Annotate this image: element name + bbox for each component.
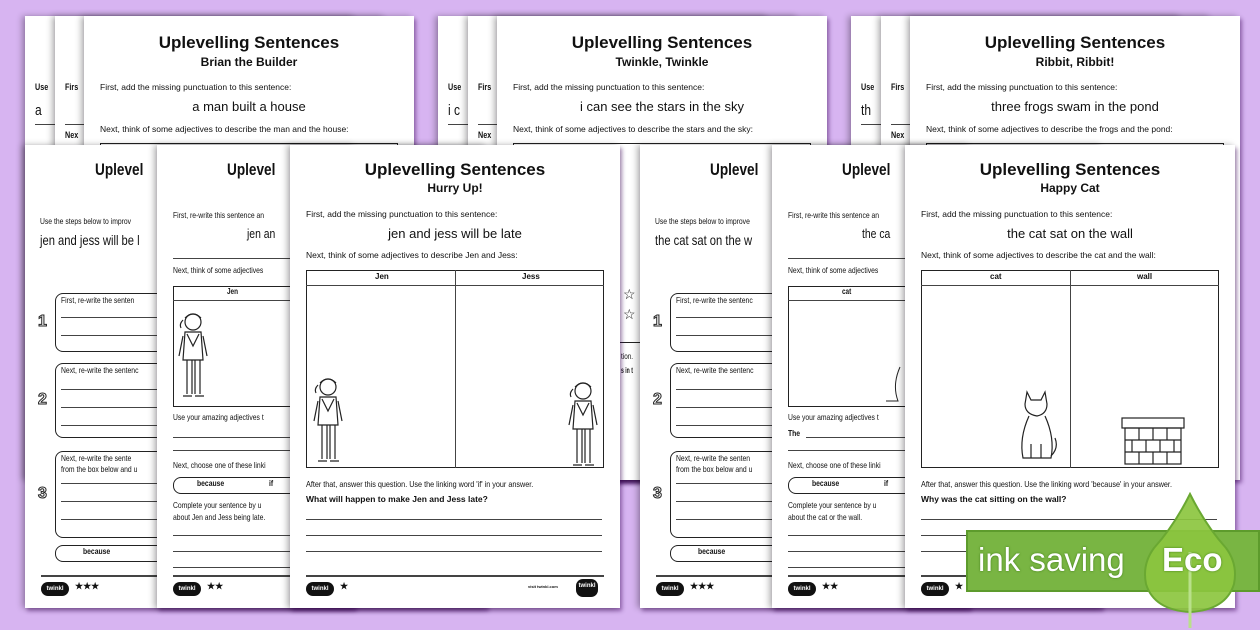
writing-line xyxy=(306,519,602,520)
twinkl-logo: twinkl xyxy=(788,582,816,596)
writing-line xyxy=(891,124,911,125)
sentence-text: th xyxy=(861,102,872,119)
linking-word: if xyxy=(884,478,889,488)
table-column-divider xyxy=(455,270,456,468)
instruction-text: First, add the missing punctuation to this sentence: xyxy=(100,82,292,92)
linking-word: because xyxy=(83,546,111,556)
instruction-text: Use xyxy=(861,82,875,92)
question-fragment: s in t xyxy=(621,365,633,375)
step-instruction: Next, re-write the sentenc xyxy=(61,365,139,375)
difficulty-stars: ★★★ xyxy=(690,581,715,591)
instruction-text: Next, think of some adjectives to describe the frogs and the pond: xyxy=(926,124,1173,134)
cat-illustration-icon xyxy=(1015,388,1059,462)
worksheet-title: Uplevelling Sentences xyxy=(984,33,1166,52)
writing-line xyxy=(65,124,85,125)
step-number: 3 xyxy=(38,484,47,502)
step-instruction: First, re-write the senten xyxy=(61,295,135,305)
instruction-text: Complete your sentence by u xyxy=(788,500,877,510)
instruction-text: Firs xyxy=(891,82,905,92)
step-number: 2 xyxy=(653,390,662,408)
writing-line xyxy=(861,124,881,125)
instruction-text: Next, think of some adjectives xyxy=(788,265,879,275)
instruction-text: Firs xyxy=(65,82,79,92)
step-number: 2 xyxy=(38,390,47,408)
worksheet-title: Uplevelling Sentences xyxy=(571,33,753,52)
sentence-text: the cat sat on the w xyxy=(655,232,753,248)
sentence-text: jen an xyxy=(247,226,276,241)
writing-line xyxy=(478,124,498,125)
step-instruction: from the box below and u xyxy=(676,464,753,474)
instruction-text: Next, choose one of these linki xyxy=(173,460,266,470)
table-header: Jen xyxy=(375,272,389,281)
instruction-fragment: tion. xyxy=(621,351,634,361)
table-header: Jen xyxy=(227,287,239,296)
step-number: 1 xyxy=(38,312,47,330)
sentence-text: three frogs swam in the pond xyxy=(991,99,1159,114)
writing-line xyxy=(35,124,55,125)
worksheet-one-star xyxy=(290,145,620,608)
instruction-text: Next, think of some adjectives xyxy=(173,265,264,275)
instruction-text: Firs xyxy=(478,82,492,92)
difficulty-stars: ★★ xyxy=(822,581,839,591)
worksheet-title: Uplevel xyxy=(95,160,144,179)
star-illustration-icon: ☆ ☆ xyxy=(623,286,636,322)
twinkl-logo: twinkl xyxy=(41,582,69,596)
writing-line xyxy=(448,124,468,125)
step-instruction: First, re-write the sentenc xyxy=(676,295,753,305)
instruction-text: Use xyxy=(35,82,49,92)
twinkl-logo: twinkl xyxy=(306,582,334,596)
instruction-text: After that, answer this question. Use the linking word 'because' in your answer. xyxy=(921,479,1172,489)
writing-line xyxy=(306,535,602,536)
step-number: 1 xyxy=(653,312,662,330)
instruction-text: Use xyxy=(448,82,462,92)
worksheet-title: Uplevelling Sentences xyxy=(364,160,546,179)
question-text: What will happen to make Jen and Jess late? xyxy=(306,494,488,504)
footer-url: visit twinkl.com xyxy=(528,584,558,589)
linking-word: because xyxy=(197,478,225,488)
worksheet-title: Uplevel xyxy=(227,160,276,179)
worksheet-subtitle: Hurry Up! xyxy=(427,181,483,195)
step-number: 3 xyxy=(653,484,662,502)
twinkl-logo: twinkl xyxy=(921,582,949,596)
step-instruction: Next, re-write the sentenc xyxy=(676,365,754,375)
sentence-text: jen and jess will be late xyxy=(388,226,522,241)
worksheet-subtitle: Ribbit, Ribbit! xyxy=(1035,55,1115,69)
step-instruction: Next, re-write the sente xyxy=(61,453,132,463)
twinkl-logo: twinkl xyxy=(173,582,201,596)
sentence-text: i can see the stars in the sky xyxy=(579,99,745,114)
table-column-divider xyxy=(1070,270,1071,468)
instruction-text: Nex xyxy=(478,130,492,140)
instruction-text: Next, think of some adjectives to describe the man and the house: xyxy=(100,124,349,134)
sentence-start: The xyxy=(788,428,801,438)
question-text: Why was the cat sitting on the wall? xyxy=(921,494,1067,504)
step-instruction: from the box below and u xyxy=(61,464,138,474)
instruction-text: Next, think of some adjectives to describe the cat and the wall: xyxy=(921,250,1156,260)
ink-saving-text: ink saving xyxy=(978,541,1125,578)
table-header: cat xyxy=(990,272,1002,281)
instruction-text: First, add the missing punctuation to this sentence: xyxy=(513,82,705,92)
instruction-text: Use your amazing adjectives t xyxy=(788,412,879,422)
instruction-text: First, add the missing punctuation to this sentence: xyxy=(921,209,1113,219)
instruction-text: First, add the missing punctuation to this sentence: xyxy=(926,82,1118,92)
worksheet-title: Uplevel xyxy=(842,160,891,179)
instruction-text: Complete your sentence by u xyxy=(173,500,262,510)
instruction-text: After that, answer this question. Use the linking word 'if' in your answer. xyxy=(306,479,534,489)
instruction-text: Next, choose one of these linki xyxy=(788,460,881,470)
instruction-text: about Jen and Jess being late. xyxy=(173,512,266,522)
worksheet-subtitle: Twinkle, Twinkle xyxy=(615,55,709,69)
jess-illustration-icon xyxy=(565,379,601,469)
linking-word: because xyxy=(812,478,840,488)
worksheet-title: Uplevelling Sentences xyxy=(979,160,1161,179)
linking-word: if xyxy=(269,478,274,488)
worksheet-subtitle: Brian the Builder xyxy=(200,55,298,69)
table-header: Jess xyxy=(522,272,540,281)
difficulty-stars: ★ xyxy=(340,581,349,591)
instruction-text: Nex xyxy=(65,130,79,140)
sentence-text: jen and jess will be l xyxy=(40,232,140,248)
instruction-text: about the cat or the wall. xyxy=(788,512,863,522)
difficulty-stars: ★★★ xyxy=(75,581,100,591)
sentence-text: the cat sat on the wall xyxy=(1007,226,1133,241)
writing-line xyxy=(306,551,602,552)
sentence-text: i c xyxy=(448,102,460,119)
instruction-text: First, re-write this sentence an xyxy=(173,210,265,220)
footer-rule xyxy=(306,575,604,577)
worksheet-title: Uplevelling Sentences xyxy=(158,33,340,52)
sentence-text: a xyxy=(35,102,42,119)
table-header: wall xyxy=(1137,272,1153,281)
eco-label: Eco xyxy=(1162,541,1223,578)
instruction-text: Next, think of some adjectives to describe the stars and the sky: xyxy=(513,124,754,134)
jen-illustration-icon xyxy=(175,310,211,400)
twinkl-badge-logo: twinkl xyxy=(576,579,598,597)
instruction-text: Use your amazing adjectives t xyxy=(173,412,264,422)
jen-illustration-icon xyxy=(310,375,346,465)
cat-illustration-icon xyxy=(882,365,902,405)
table-header: cat xyxy=(842,287,852,296)
difficulty-stars: ★ xyxy=(955,581,964,591)
sentence-text: a man built a house xyxy=(192,99,306,114)
linking-word: because xyxy=(698,546,726,556)
worksheet-title: Uplevel xyxy=(710,160,759,179)
twinkl-logo: twinkl xyxy=(656,582,684,596)
instruction-text: Nex xyxy=(891,130,905,140)
instruction-text: First, re-write this sentence an xyxy=(788,210,880,220)
instruction-text: Use the steps below to improv xyxy=(40,216,132,226)
instruction-text: Next, think of some adjectives to describe Jen and Jess: xyxy=(306,250,518,260)
instruction-text: Use the steps below to improve xyxy=(655,216,750,226)
wall-illustration-icon xyxy=(1121,417,1185,465)
step-instruction: Next, re-write the senten xyxy=(676,453,751,463)
difficulty-stars: ★★ xyxy=(207,581,224,591)
sentence-text: the ca xyxy=(862,226,891,241)
instruction-text: First, add the missing punctuation to this sentence: xyxy=(306,209,498,219)
worksheet-subtitle: Happy Cat xyxy=(1040,181,1100,195)
